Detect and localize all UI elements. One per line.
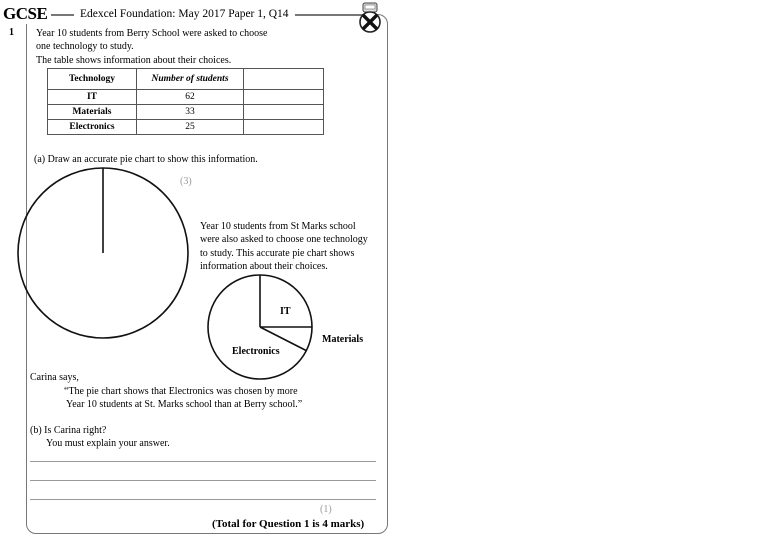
cell-technology: Materials — [48, 105, 137, 120]
st-marks-line-2: were also asked to choose one technology — [200, 234, 368, 245]
intro-line-2: one technology to study. — [36, 41, 134, 52]
cell-extra — [244, 120, 324, 135]
header-technology: Technology — [48, 69, 137, 90]
st-marks-line-1: Year 10 students from St Marks school — [200, 221, 356, 232]
part-a-prompt: (a) Draw an accurate pie chart to show this information. — [34, 154, 258, 165]
header-blank — [244, 69, 324, 90]
st-marks-line-4: information about their choices. — [200, 261, 328, 272]
pie-label-electronics: Electronics — [232, 346, 280, 357]
carina-quote-line-1: “The pie chart shows that Electronics was chosen by more — [64, 386, 298, 397]
header-students: Number of students — [137, 69, 244, 90]
part-b-marks: (1) — [320, 504, 332, 515]
answer-line[interactable] — [30, 480, 376, 481]
table-row — [48, 90, 324, 105]
pie-label-it: IT — [280, 306, 291, 317]
part-a-marks: (3) — [180, 176, 192, 187]
part-b-question: (b) Is Carina right? — [30, 425, 107, 436]
table-row — [48, 105, 324, 120]
gcse-logo: GCSE — [3, 4, 51, 24]
pie-label-materials: Materials — [322, 334, 364, 345]
answer-line[interactable] — [30, 499, 376, 500]
cell-technology: Electronics — [48, 120, 137, 135]
total-marks: (Total for Question 1 is 4 marks) — [212, 518, 365, 530]
cell-extra — [244, 105, 324, 120]
cell-extra — [244, 90, 324, 105]
question-source: Edexcel Foundation: May 2017 Paper 1, Q14 — [74, 8, 295, 20]
table-row — [48, 120, 324, 135]
carina-quote-line-2: Year 10 students at St. Marks school than at Berry school.” — [66, 399, 303, 410]
table-header-row — [48, 69, 324, 90]
intro-line-1: Year 10 students from Berry School were asked to choose — [36, 28, 268, 39]
cell-students: 62 — [137, 90, 244, 105]
cell-students: 33 — [137, 105, 244, 120]
cell-students: 25 — [137, 120, 244, 135]
st-marks-pie-chart — [206, 274, 314, 382]
carina-says: Carina says, — [30, 372, 79, 383]
question-number: 1 — [9, 27, 14, 38]
intro-line-3: The table shows information about their choices. — [36, 55, 232, 66]
cell-technology: IT — [48, 90, 137, 105]
part-b-instruction: You must explain your answer. — [46, 438, 170, 449]
no-calculator-icon — [358, 3, 382, 33]
choices-table — [47, 68, 324, 135]
st-marks-line-3: to study. This accurate pie chart shows — [200, 248, 355, 259]
answer-line[interactable] — [30, 461, 376, 462]
blank-pie-circle[interactable] — [16, 166, 190, 340]
